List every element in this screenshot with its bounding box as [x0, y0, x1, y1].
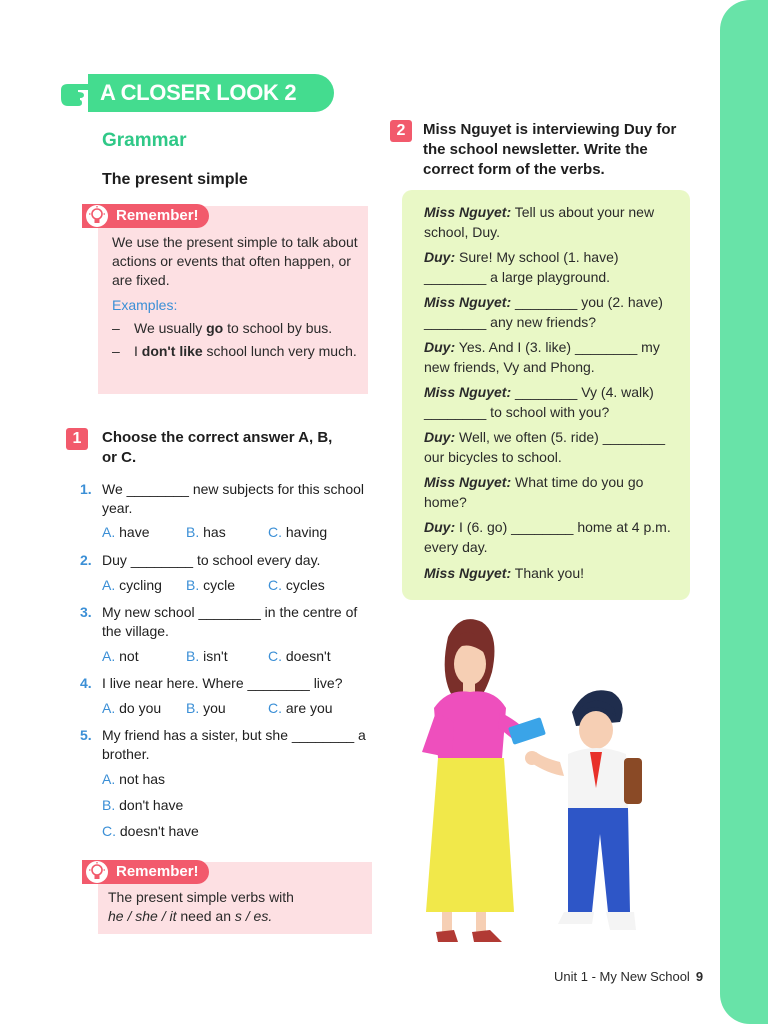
speaker-name: Miss Nguyet: [424, 565, 512, 581]
speaker-name: Duy: [424, 249, 456, 265]
lightbulb-icon [86, 861, 108, 883]
answer-option[interactable] [268, 700, 333, 716]
option-letter: A. [102, 648, 116, 664]
option-letter: A. [102, 577, 116, 593]
dialogue-box [402, 190, 690, 600]
question-text: We ________ new subjects for this school year. [102, 481, 365, 516]
dialogue-line [424, 428, 674, 467]
teacher-student-illustration [408, 612, 660, 956]
option-text: cycling [119, 577, 162, 593]
dialogue-text: What time do you go home? [424, 474, 644, 510]
remember-tag [82, 204, 209, 228]
answer-option[interactable] [268, 524, 327, 540]
remember-2-mid: need an [176, 908, 235, 924]
dialogue-text: Tell us about your new school, Duy. [424, 204, 655, 240]
option-text: cycle [203, 577, 236, 593]
option-letter: C. [268, 648, 282, 664]
example-post: school lunch very much. [202, 343, 357, 359]
dialogue-text: Yes. And I (3. like) ________ my new friends, Vy and Phong. [424, 339, 660, 375]
speaker-name: Miss Nguyet: [424, 204, 512, 220]
grammar-subtitle: The present simple [102, 171, 248, 188]
answer-option[interactable] [186, 524, 226, 540]
option-text: not has [119, 771, 166, 787]
example-bold: go [206, 320, 224, 336]
remember-rule-text: We use the present simple to talk about actions or events that often happen, or are fixed. [112, 234, 358, 288]
speaker-name: Miss Nguyet: [424, 384, 512, 400]
speaker-name: Miss Nguyet: [424, 294, 512, 310]
remember-2-line-2 [108, 907, 364, 926]
question-text: Duy ________ to school every day. [102, 552, 321, 568]
option-letter: B. [186, 577, 200, 593]
dialogue-line [424, 248, 674, 287]
option-letter: C. [102, 823, 116, 839]
endings: s / es. [234, 908, 273, 924]
dialogue-text: Sure! My school (1. have) ________ a large playground. [424, 249, 619, 285]
answer-option[interactable] [186, 700, 226, 716]
exercise-1-title: Choose the correct answer A, B, or C. [102, 429, 333, 466]
examples-list [112, 319, 360, 361]
question-number: 2. [80, 552, 92, 568]
option-text: isn't [203, 648, 228, 664]
example-item [112, 319, 360, 338]
dialogue-line [424, 564, 674, 584]
answer-option[interactable] [102, 524, 149, 540]
question-number: 4. [80, 675, 92, 691]
section-title: A CLOSER LOOK 2 [100, 80, 297, 105]
answer-option[interactable] [102, 700, 161, 716]
option-text: cycles [285, 577, 325, 593]
option-letter: B. [186, 700, 200, 716]
question-number: 3. [80, 604, 92, 620]
page-number: 9 [695, 969, 704, 984]
option-letter: C. [268, 700, 282, 716]
option-text: not [119, 648, 139, 664]
example-pre: We usually [134, 320, 207, 336]
option-text: don't have [119, 797, 184, 813]
option-text: do you [119, 700, 162, 716]
option-text: has [203, 524, 226, 540]
page-footer [554, 969, 703, 984]
option-letter: C. [268, 577, 282, 593]
answer-option[interactable] [102, 648, 139, 664]
speaker-name: Duy: [424, 519, 456, 535]
dialogue-line [424, 383, 674, 422]
speaker-name: Duy: [424, 429, 456, 445]
side-color-bar [720, 0, 768, 1024]
example-post: to school by bus. [223, 320, 333, 336]
dialogue-text: Well, we often (5. ride) ________ our bicycles to school. [424, 429, 665, 465]
remember-2-line-1: The present simple verbs with [108, 889, 294, 905]
example-pre: I [134, 343, 142, 359]
answer-option[interactable] [186, 648, 228, 664]
answer-option[interactable] [268, 648, 331, 664]
examples-label: Examples: [112, 297, 178, 313]
option-text: you [203, 700, 226, 716]
answer-option[interactable] [102, 797, 183, 813]
option-text: have [119, 524, 150, 540]
remember-tag-2 [82, 860, 209, 884]
dialogue-line [424, 338, 674, 377]
pronouns: he / she / it [108, 908, 177, 924]
answer-option[interactable] [268, 577, 325, 593]
dialogue-text: ________ you (2. have) ________ any new friends? [424, 294, 663, 330]
example-dash: – [112, 320, 120, 336]
question-text: My new school ________ in the centre of the village. [102, 604, 358, 639]
example-bold: don't like [141, 343, 203, 359]
question-text: I live near here. Where ________ live? [102, 675, 343, 691]
answer-option[interactable] [186, 577, 235, 593]
remember-2-content [108, 888, 364, 926]
option-letter: C. [268, 524, 282, 540]
section-header [58, 74, 334, 114]
option-letter: B. [186, 648, 200, 664]
lightbulb-icon [86, 205, 108, 227]
exercise-number-2: 2 [390, 120, 412, 142]
question-number: 5. [80, 727, 92, 743]
question-text: My friend has a sister, but she ________ a brother. [102, 727, 366, 762]
dialogue-text: ________ Vy (4. walk) ________ to school with you? [424, 384, 654, 420]
teacher-figure [422, 619, 546, 942]
remember-tag-label: Remember! [116, 207, 199, 224]
speaker-name: Miss Nguyet: [424, 474, 512, 490]
option-text: doesn't [285, 648, 331, 664]
grammar-heading: Grammar [102, 130, 187, 151]
footer-unit: Unit 1 - My New School [554, 969, 690, 984]
option-letter: A. [102, 524, 116, 540]
dialogue-line [424, 293, 674, 332]
dialogue-line [424, 518, 674, 557]
remember-content [112, 233, 360, 361]
option-letter: B. [186, 524, 200, 540]
dialogue-line [424, 473, 674, 512]
pointing-hand-icon [58, 78, 94, 108]
example-dash: – [112, 343, 120, 359]
option-text: are you [285, 700, 333, 716]
dialogue-text: Thank you! [511, 565, 585, 581]
exercise-number-1: 1 [66, 428, 88, 450]
option-text: having [285, 524, 328, 540]
answer-option[interactable] [102, 823, 199, 839]
option-text: doesn't have [119, 823, 199, 839]
speaker-name: Duy: [424, 339, 456, 355]
answer-option[interactable] [102, 577, 162, 593]
dialogue-line [424, 203, 674, 242]
option-letter: A. [102, 700, 116, 716]
example-item [112, 342, 360, 361]
answer-option[interactable] [102, 771, 165, 787]
exercise-2-title: Miss Nguyet is interviewing Duy for the school newsletter. Write the correct form of the verbs. [423, 121, 677, 178]
option-letter: B. [102, 797, 116, 813]
dialogue-text: I (6. go) ________ home at 4 p.m. every day. [424, 519, 671, 555]
option-letter: A. [102, 771, 116, 787]
remember-tag-label-2: Remember! [116, 863, 199, 880]
question-number: 1. [80, 481, 92, 497]
